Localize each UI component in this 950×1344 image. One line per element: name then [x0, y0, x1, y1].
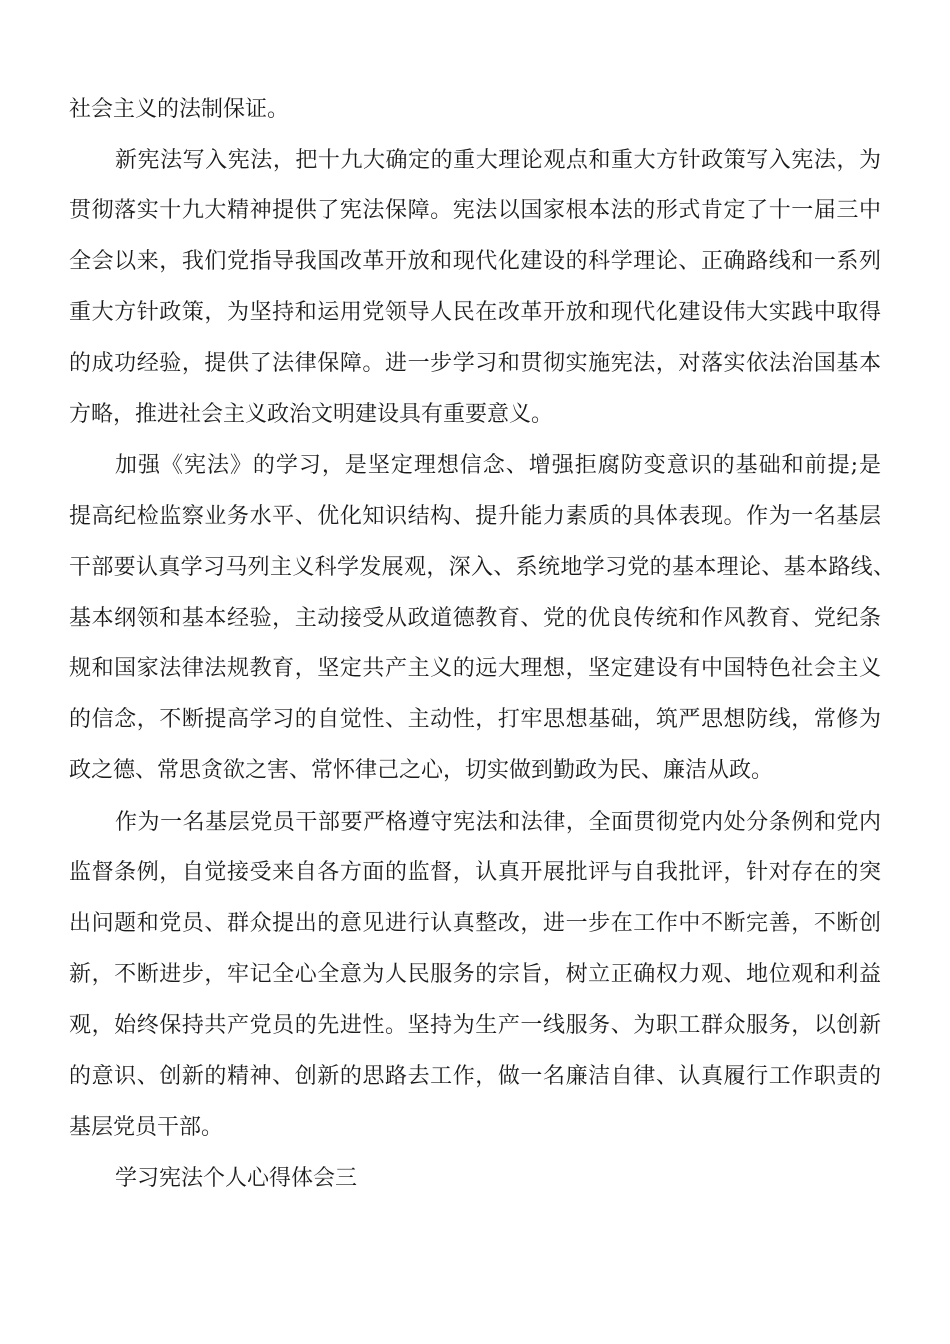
- text-line: 监督条例，自觉接受来自各方面的监督，认真开展批评与自我批评，针对存在的突: [69, 860, 881, 885]
- paragraph-first-line: 作为一名基层党员干部要严格遵守宪法和法律，全面贯彻党内处分条例和党内: [115, 810, 881, 835]
- text-line: 的成功经验，提供了法律保障。进一步学习和贯彻实施宪法，对落实依法治国基本: [69, 351, 881, 376]
- text-line: 贯彻落实十九大精神提供了宪法保障。宪法以国家根本法的形式肯定了十一届三中: [69, 198, 881, 223]
- text-line: 基层党员干部。: [69, 1115, 224, 1140]
- text-line: 基本纲领和基本经验，主动接受从政道德教育、党的优良传统和作风教育、党纪条: [69, 606, 881, 631]
- text-line: 政之德、常思贪欲之害、常怀律己之心，切实做到勤政为民、廉洁从政。: [69, 758, 774, 783]
- text-line: 方略，推进社会主义政治文明建设具有重要意义。: [69, 402, 554, 427]
- text-line: 社会主义的法制保证。: [69, 97, 290, 122]
- text-line: 出问题和党员、群众提出的意见进行认真整改，进一步在工作中不断完善，不断创: [69, 911, 881, 936]
- paragraph-first-line: 加强《宪法》的学习，是坚定理想信念、增强拒腐防变意识的基础和前提;是: [115, 453, 881, 478]
- text-line: 新，不断进步，牢记全心全意为人民服务的宗旨，树立正确权力观、地位观和利益: [69, 962, 881, 987]
- section-heading: 学习宪法个人心得体会三: [115, 1166, 358, 1191]
- text-line: 提高纪检监察业务水平、优化知识结构、提升能力素质的具体表现。作为一名基层: [69, 504, 881, 529]
- text-line: 全会以来，我们党指导我国改革开放和现代化建设的科学理论、正确路线和一系列: [69, 249, 881, 274]
- text-line: 的意识、创新的精神、创新的思路去工作，做一名廉洁自律、认真履行工作职责的: [69, 1064, 881, 1089]
- text-line: 的信念，不断提高学习的自觉性、主动性，打牢思想基础，筑严思想防线，常修为: [69, 707, 881, 732]
- text-line: 干部要认真学习马列主义科学发展观，深入、系统地学习党的基本理论、基本路线、: [69, 555, 895, 580]
- text-line: 规和国家法律法规教育，坚定共产主义的远大理想，坚定建设有中国特色社会主义: [69, 656, 881, 681]
- paragraph-first-line: 新宪法写入宪法，把十九大确定的重大理论观点和重大方针政策写入宪法，为: [115, 148, 881, 173]
- text-line: 重大方针政策，为坚持和运用党领导人民在改革开放和现代化建设伟大实践中取得: [69, 300, 881, 325]
- text-line: 观，始终保持共产党员的先进性。坚持为生产一线服务、为职工群众服务，以创新: [69, 1013, 881, 1038]
